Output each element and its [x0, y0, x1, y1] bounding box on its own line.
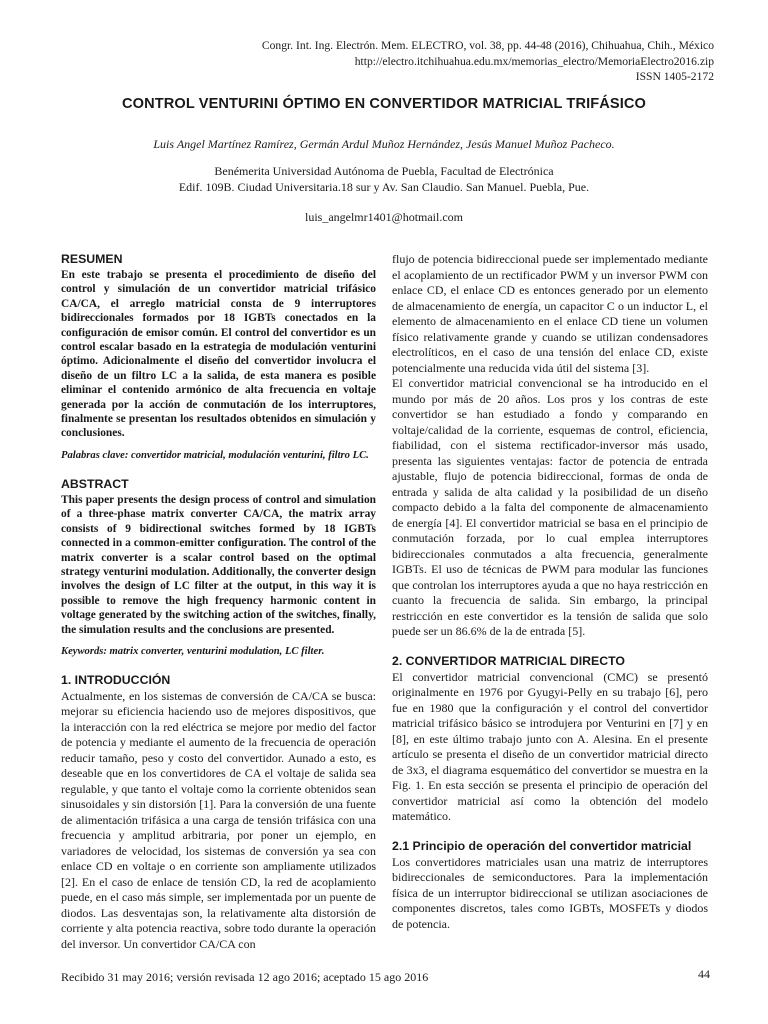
resumen-body: En este trabajo se presenta el procedimiento de diseño del control y simulación de un convertidor matricial trifásico CA/CA, el arreglo matricial consta de 9 interruptores bidireccionales formados por 18 IGBTs conectados en la configuración de emisor común. El control del convertidor es un control escalar basado en la estrategia de modulación venturini óptimo. Adicionalmente el diseño del convertidor involucra el diseño de un filtro LC a la salida, de esta manera es posible eliminar el contenido armónico de alta frecuencia en voltaje generada por la acción de conmutación de los interruptores, finalmente se presentan los resultados obtenidos en simulación y conclusiones.	[61, 269, 376, 440]
page-number: 44	[698, 967, 710, 981]
author-email[interactable]: luis_angelmr1401@hotmail.com	[304, 210, 464, 224]
abstract-body: This paper presents the design process of control and simulation of a three-phase matrix converter CA/CA, the matrix array consists of 9 bidirectional switches formed by 18 IGBTs connected in a common-emitter configuration. The control of the matrix converter is a scalar control based on the optimal strategy venturini modulation. Additionally, the converter design involves the design of LC filter at the output, in this way it is possible to remove the high frequency harmonic content in voltage generated by the switching action of the switches, finally, the simulation results and the conclusions are presented.	[61, 493, 376, 636]
abstract-heading: ABSTRACT	[61, 476, 129, 491]
intro-body: Actualmente, en los sistemas de conversión de CA/CA se busca: mejorar su eficiencia haciendo uso de mejores dispositivos, que la interacción con la red eléctrica se mejore por medio del factor de potencia y mediante el aumento de la frecuencia de operación reducir tamaño, peso y costo del convertidor. Aunado a esto, es deseable que en los convertidores de CA el voltaje de salida sea regulable, y que tanto el voltaje como la corriente obtenidos sean sinusoidales y sin distorsión [1]. Para la conversión de una fuente de alimentación trifásica a una carga de tensión trifásica con una frecuencia y amplitud arbitraria, por poner un ejemplo, en variadores de velocidad, los sistemas de conversión ya sea con enlace CD en voltaje o en corriente son ampliamente utilizados [2]. En el caso de enlace de tensión CD, la red de acoplamiento puede, en el caso más simple, ser implementada por un puente de diodos. Las desventajas son, la relativamente alta distorsión de corriente y alta potencia reactiva, sobre todo durante la operación del inversor. Un convertidor CA/CA con	[61, 688, 376, 951]
resumen-keywords: Palabras clave: convertidor matricial, modulación venturini, filtro LC.	[61, 449, 369, 461]
section-2-heading: 2. CONVERTIDOR MATRICIAL DIRECTO	[392, 653, 625, 668]
right-paragraph-1: flujo de potencia bidireccional puede ser implementado mediante el acoplamiento de un rectificador PWM y un inversor PWM con enlace CD, el enlace CD es entonces generado por un elemento de almacenamiento de energía, un capacitor C o un inductor L, el elemento de almacenamiento en el enlace CD tiene un volumen físico relativamente grande y cuando se utilizan condensadores electrolíticos, en el caso de una tensión del enlace CD, existe potencialmente una reducida vida útil del sistema [3].	[392, 252, 708, 375]
resumen-heading: RESUMEN	[61, 252, 123, 266]
right-paragraph-2: El convertidor matricial convencional se ha introducido en el mundo por más de 20 años. Los pros y los contras de este convertidor se han estudiado a fondo y comparando en voltaje/calidad de la corriente, esquemas de control, eficiencia, fiabilidad, con el sistema rectificador-inversor más usado, presenta las siguientes ventajas: factor de potencia de entrada ajustable, flujo de potencia bidireccional, formas de onda de entrada y salida de alta calidad y la posibilidad de un diseño compacto debido a la falta del componente de almacenamiento de energía [4]. El convertidor matricial se basa en el principio de conmutación forzada, por lo cual emplea interruptores bidireccionales conmutados a alta frecuencia, generalmente IGBTs. El uso de técnicas de PWM para modular las funciones que controlan los interruptores ayuda a que no haya restricción en cuanto la frecuencia de salida. Sin embargo, la principal restricción en este convertidor es la tensión de salida que solo puede ser un 86.6% de la de entrada [5].	[392, 376, 708, 638]
journal-header	[262, 38, 714, 85]
section-2-body: El convertidor matricial convencional (CMC) se presentó originalmente en 1976 por Gyugyi-Pelly en su trabajo [6], pero fue en 1980 que la configuración y el control del convertidor matricial trifásico básico se introdujera por Venturini en [7] y en [8], en este último trabajo junto con A. Alesina. En el presente artículo se presenta el diseño de un convertidor matricial directo de 3x3, el diagrama esquemático del convertidor se muestra en la Fig. 1. En esta sección se presenta el principio de operación del convertidor matricial así como la obtención del modelo matemático.	[392, 669, 708, 823]
header-citation: Congr. Int. Ing. Electrón. Mem. ELECTRO, vol. 38, pp. 44-48 (2016), Chihuahua, Chih., México	[261, 39, 714, 52]
paper-authors: Luis Angel Martínez Ramírez, Germán Ardul Muñoz Hernández, Jesús Manuel Muñoz Pacheco.	[153, 137, 615, 151]
received-dates: Recibido 31 may 2016; versión revisada 12 ago 2016; aceptado 15 ago 2016	[61, 970, 429, 984]
intro-heading: 1. INTRODUCCIÓN	[61, 672, 171, 687]
paper-title: CONTROL VENTURINI ÓPTIMO EN CONVERTIDOR MATRICIAL TRIFÁSICO	[122, 96, 646, 112]
section-2-1-body: Los convertidores matriciales usan una matriz de interruptores bidireccionales de semiconductores. Para la implementación física de un interruptor bidireccional se utilizan asociaciones de componentes discretos, tales como IGBTs, MOSFETs y diodos de potencia.	[392, 854, 708, 931]
left-column	[61, 252, 376, 952]
header-issn: ISSN 1405-2172	[635, 70, 714, 83]
header-url[interactable]: http://electro.itchihuahua.edu.mx/memorias_electro/MemoriaElectro2016.zip	[354, 54, 714, 68]
right-column	[392, 252, 708, 932]
paper-affiliation	[0, 163, 768, 195]
section-2-1-heading: 2.1 Principio de operación del convertidor matricial	[392, 838, 692, 853]
affiliation-line-1: Benémerita Universidad Autónoma de Puebla, Facultad de Electrónica	[214, 164, 554, 178]
affiliation-line-2: Edif. 109B. Ciudad Universitaria.18 sur y Av. San Claudio. San Manuel. Puebla, Pue.	[178, 180, 590, 194]
abstract-keywords: Keywords: matrix converter, venturini modulation, LC filter.	[61, 645, 325, 657]
